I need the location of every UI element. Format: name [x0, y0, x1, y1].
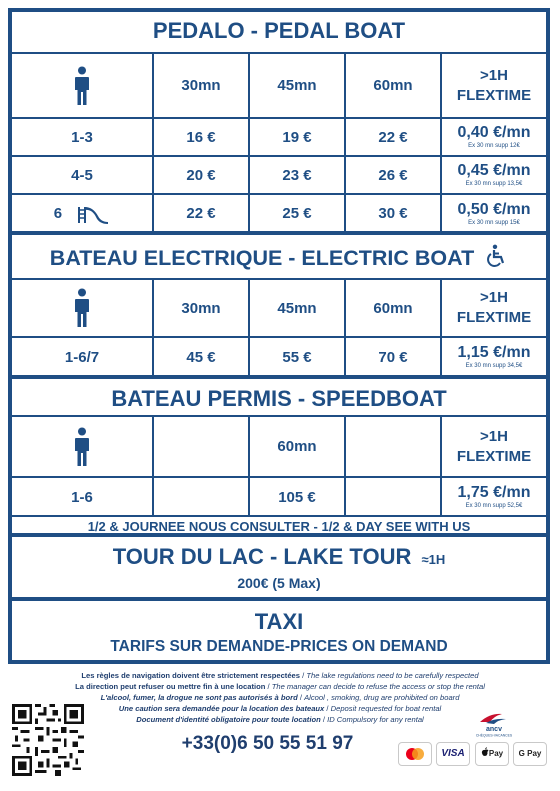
rate-cell: 0,40 €/mn Ex 30 mn supp 12€	[441, 118, 546, 156]
table-row	[12, 477, 546, 516]
slide-icon	[76, 203, 110, 225]
pedalo-section	[12, 12, 546, 231]
electric-boat-price-table	[12, 278, 546, 375]
speedboat-price-table	[12, 415, 546, 516]
price-cell: 22 €	[153, 194, 249, 231]
persons-cell: 4-5	[12, 156, 153, 194]
rate-cell: 1,75 €/mn Ex 30 mn supp 52,5€	[441, 477, 546, 516]
table-row	[12, 118, 546, 156]
flextime-header: >1H FLEXTIME	[441, 279, 546, 337]
table-header-row	[12, 416, 546, 477]
person-icon	[12, 279, 153, 337]
persons-cell: 1-3	[12, 118, 153, 156]
electric-boat-title: BATEAU ELECTRIQUE - ELECTRIC BOAT	[12, 244, 546, 271]
apple-pay-icon: Pay	[475, 742, 509, 766]
speedboat-title: BATEAU PERMIS - SPEEDBOAT	[111, 386, 447, 411]
price-cell: 55 €	[249, 337, 345, 375]
price-cell: 45 €	[153, 337, 249, 375]
table-row	[12, 156, 546, 194]
table-row	[12, 194, 546, 231]
qr-code[interactable]	[12, 704, 84, 776]
person-icon	[12, 53, 153, 118]
lake-tour-duration: ≈1H	[421, 552, 446, 567]
wheelchair-icon	[484, 244, 508, 268]
divider	[12, 515, 546, 517]
price-cell: 19 €	[249, 118, 345, 156]
price-cell: 70 €	[345, 337, 441, 375]
price-cell: 105 €	[249, 477, 345, 516]
mastercard-icon	[398, 742, 432, 766]
taxi-title: TAXI	[254, 609, 304, 634]
electric-boat-section	[12, 235, 546, 375]
flextime-header: >1H FLEXTIME	[441, 53, 546, 118]
phone-number[interactable]: +33(0)6 50 55 51 97	[181, 733, 354, 754]
rule-line: Document d'identité obligatoire pour toute location / ID Compulsory for any rental	[136, 715, 424, 724]
lake-tour-price: 200€ (5 Max)	[237, 575, 321, 591]
taxi-section	[12, 601, 546, 660]
svg-text:CHÈQUES-VACANCES: CHÈQUES-VACANCES	[475, 733, 513, 738]
google-pay-icon: G Pay	[513, 742, 547, 766]
rule-line: L'alcool, fumer, la drogue ne sont pas autorisés à bord / Alcool , smoking, drug are prohibited on board	[100, 693, 460, 702]
price-board	[8, 8, 550, 664]
rate-cell: 0,50 €/mn Ex 30 mn supp 15€	[441, 194, 546, 231]
taxi-subtitle: TARIFS SUR DEMANDE-PRICES ON DEMAND	[110, 638, 448, 655]
half-day-note: 1/2 & JOURNEE NOUS CONSULTER - 1/2 & DAY SEE WITH US	[87, 519, 471, 533]
visa-icon: VISA	[436, 742, 470, 766]
price-cell: 25 €	[249, 194, 345, 231]
price-cell: 22 €	[345, 118, 441, 156]
price-cell: 16 €	[153, 118, 249, 156]
table-header-row	[12, 53, 546, 118]
person-icon	[12, 416, 153, 477]
duration-header: 60mn	[249, 416, 345, 477]
rule-line: La direction peut refuser ou mettre fin à une location / The manager can decide to refuse the access or stop the rental	[75, 682, 485, 691]
price-cell: 23 €	[249, 156, 345, 194]
speedboat-section	[12, 379, 546, 533]
flextime-header: >1H FLEXTIME	[441, 416, 546, 477]
empty-cell	[153, 416, 249, 477]
persons-cell: 6	[12, 194, 153, 231]
rule-line: Les règles de navigation doivent être strictement respectées / The lake regulations need to be carefully respected	[81, 671, 479, 680]
duration-header: 45mn	[249, 279, 345, 337]
empty-cell	[345, 416, 441, 477]
rate-cell: 1,15 €/mn Ex 30 mn supp 34,5€	[441, 337, 546, 375]
persons-cell: 1-6/7	[12, 337, 153, 375]
duration-header: 60mn	[345, 53, 441, 118]
empty-cell	[345, 477, 441, 516]
price-cell: 20 €	[153, 156, 249, 194]
svg-text:ancv: ancv	[486, 726, 502, 733]
empty-cell	[153, 477, 249, 516]
lake-tour-title: TOUR DU LAC - LAKE TOUR ≈1H	[112, 544, 446, 569]
rate-cell: 0,45 €/mn Ex 30 mn supp 13,5€	[441, 156, 546, 194]
price-cell: 26 €	[345, 156, 441, 194]
price-cell: 30 €	[345, 194, 441, 231]
duration-header: 30mn	[153, 53, 249, 118]
table-header-row	[12, 279, 546, 337]
ancv-logo	[472, 710, 516, 738]
persons-cell: 1-6	[12, 477, 153, 516]
table-row	[12, 337, 546, 375]
duration-header: 60mn	[345, 279, 441, 337]
pedalo-title: PEDALO - PEDAL BOAT	[152, 18, 406, 43]
duration-header: 30mn	[153, 279, 249, 337]
rule-line: Une caution sera demandée pour la location des bateaux / Deposit requested for boat rental	[118, 704, 442, 713]
duration-header: 45mn	[249, 53, 345, 118]
lake-tour-section	[12, 537, 546, 597]
pedalo-price-table	[12, 52, 546, 231]
